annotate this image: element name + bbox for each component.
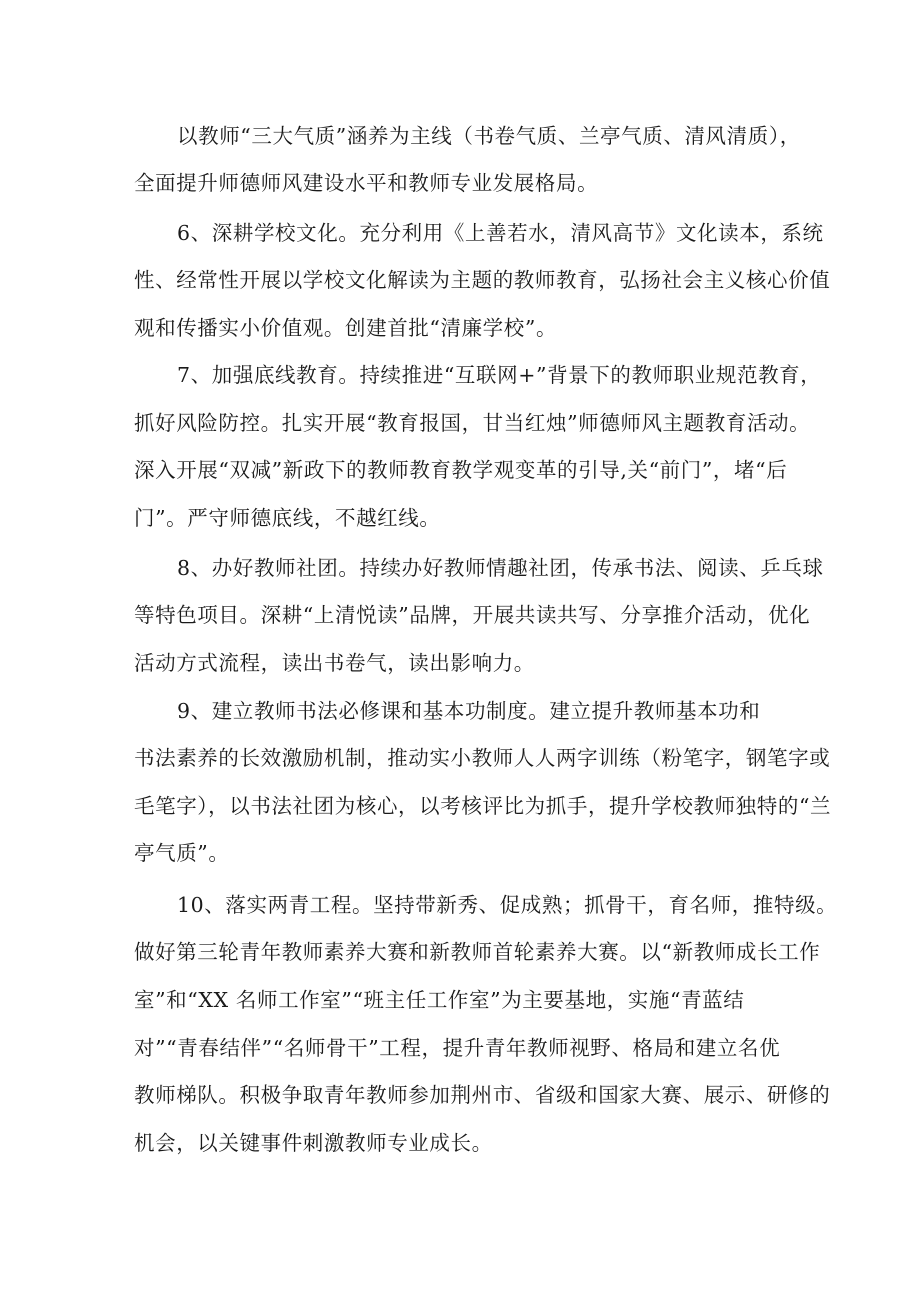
text-line: 6、深耕学校文化。充分利用《上善若水，清风高节》文化读本，系统: [177, 221, 824, 245]
text-line: 观和传播实小价值观。创建首批“清廉学校”。: [134, 316, 558, 340]
text-line: 活动方式流程，读出书卷气，读出影响力。: [134, 651, 535, 675]
text-line: 等特色项目。深耕“上清悦读”品牌，开展共读共写、分享推介活动，优化: [134, 603, 811, 627]
text-line: 亭气质”。: [134, 841, 230, 865]
text-line: 做好第三轮青年教师素养大赛和新教师首轮素养大赛。以“新教师成长工作: [134, 940, 821, 964]
text-line: 机会，以关键事件刺激教师专业成长。: [134, 1131, 493, 1155]
text-line: 室”和“XX 名师工作室”“班主任工作室”为主要基地，实施“青蓝结: [134, 988, 745, 1012]
text-line: 抓好风险防控。扎实开展“教育报国，甘当红烛”师德师风主题教育活动。: [134, 411, 811, 435]
text-line: 深入开展“双减”新政下的教师教育教学观变革的引导,关“前门”，堵“后: [134, 458, 788, 482]
text-line: 门”。严守师德底线，不越红线。: [134, 506, 441, 530]
text-line: 9、建立教师书法必修课和基本功制度。建立提升教师基本功和: [177, 699, 761, 723]
text-line: 毛笔字），以书法社团为核心，以考核评比为抓手，提升学校教师独特的“兰: [134, 794, 832, 818]
text-line: 性、经常性开展以学校文化解读为主题的教师教育，弘扬社会主义核心价值: [134, 268, 831, 292]
text-line: 对”“青春结伴”“名师骨干”工程，提升青年教师视野、格局和建立名优: [134, 1036, 781, 1060]
text-line: 以教师“三大气质”涵养为主线（书卷气质、兰亭气质、清风清质），: [177, 124, 801, 148]
text-line: 全面提升师德师风建设水平和教师专业发展格局。: [134, 171, 599, 195]
text-line: 10、落实两青工程。坚持带新秀、促成熟；抓骨干，育名师，推特级。: [177, 893, 838, 917]
text-line: 8、办好教师社团。持续办好教师情趣社团，传承书法、阅读、乒乓球: [177, 556, 824, 580]
text-line: 教师梯队。积极争取青年教师参加荆州市、省级和国家大赛、展示、研修的: [134, 1083, 831, 1107]
text-line: 书法素养的长效激励机制，推动实小教师人人两字训练（粉笔字，钢笔字或: [134, 746, 831, 770]
text-line: 7、加强底线教育。持续推进“互联网+”背景下的教师职业规范教育，: [177, 363, 822, 387]
